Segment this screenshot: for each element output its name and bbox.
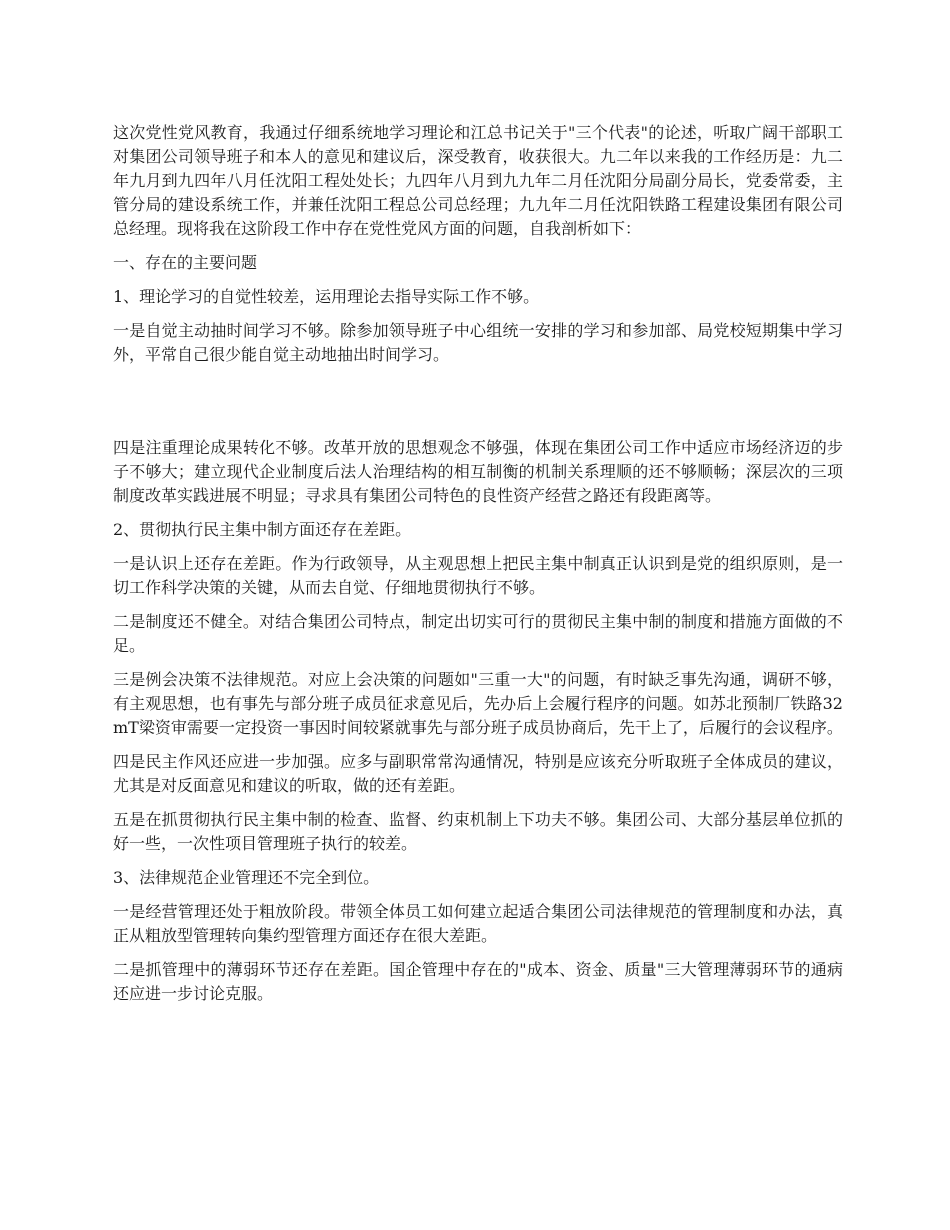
subsection-heading: 1、理论学习的自觉性较差，运用理论去指导实际工作不够。 [113, 287, 540, 306]
body-paragraph: 四是注重理论成果转化不够。改革开放的思想观念不够强，体现在集团公司工作中适应市场经济迈的步子不够大；建立现代企业制度后法人治理结构的相互制衡的机制关系理顺的还不够顺畅；深层次的三项制度改革实践进展不明显；寻求具有集团公司特色的良性资产经营之路还有段距离等。 [113, 438, 843, 505]
section-heading: 一、存在的主要问题 [113, 253, 258, 272]
body-paragraph: 三是例会决策不法律规范。对应上会决策的问题如"三重一大"的问题，有时缺乏事先沟通，调研不够，有主观思想，也有事先与部分班子成员征求意见后，先办后上会履行程序的问题。如苏北预制厂铁路32mT梁资审需要一定投资一事因时间较紧就事先与部分班子成员协商后，先干上了，后履行的会议程序。 [113, 670, 843, 737]
body-paragraph: 一是认识上还存在差距。作为行政领导，从主观思想上把民主集中制真正认识到是党的组织原则，是一切工作科学决策的关键，从而去自觉、仔细地贯彻执行不够。 [113, 554, 843, 597]
body-paragraph: 一是自觉主动抽时间学习不够。除参加领导班子中心组统一安排的学习和参加部、局党校短期集中学习外，平常自己很少能自觉主动地抽出时间学习。 [113, 321, 843, 364]
body-paragraph: 五是在抓贯彻执行民主集中制的检查、监督、约束机制上下功夫不够。集团公司、大部分基层单位抓的好一些，一次性项目管理班子执行的较差。 [113, 810, 843, 853]
body-paragraph: 二是制度还不健全。对结合集团公司特点，制定出切实可行的贯彻民主集中制的制度和措施方面做的不足。 [113, 612, 843, 655]
body-paragraph: 四是民主作风还应进一步加强。应多与副职常常沟通情况，特别是应该充分听取班子全体成员的建议，尤其是对反面意见和建议的听取，做的还有差距。 [113, 752, 843, 795]
intro-paragraph: 这次党性党风教育，我通过仔细系统地学习理论和江总书记关于"三个代表"的论述，听取广阔干部职工对集团公司领导班子和本人的意见和建议后，深受教育，收获很大。九二年以来我的工作经历是：九二年九月到九四年八月任沈阳工程处处长；九四年八月到九九年二月任沈阳分局副分局长，党委常委，主管分局的建设系统工作，并兼任沈阳工程总公司总经理；九九年二月任沈阳铁路工程建设集团有限公司总经理。现将我在这阶段工作中存在党性党风方面的问题，自我剖析如下： [113, 123, 843, 238]
body-paragraph: 一是经营管理还处于粗放阶段。带领全体员工如何建立起适合集团公司法律规范的管理制度和办法，真正从粗放型管理转向集约型管理方面还存在很大差距。 [113, 902, 843, 945]
subsection-heading: 3、法律规范企业管理还不完全到位。 [113, 868, 380, 887]
body-paragraph: 二是抓管理中的薄弱环节还存在差距。国企管理中存在的"成本、资金、质量"三大管理薄弱环节的通病还应进一步讨论克服。 [113, 960, 843, 1003]
subsection-heading: 2、贯彻执行民主集中制方面还存在差距。 [113, 520, 412, 539]
blank-gap [113, 377, 843, 436]
document-body [113, 121, 843, 1016]
